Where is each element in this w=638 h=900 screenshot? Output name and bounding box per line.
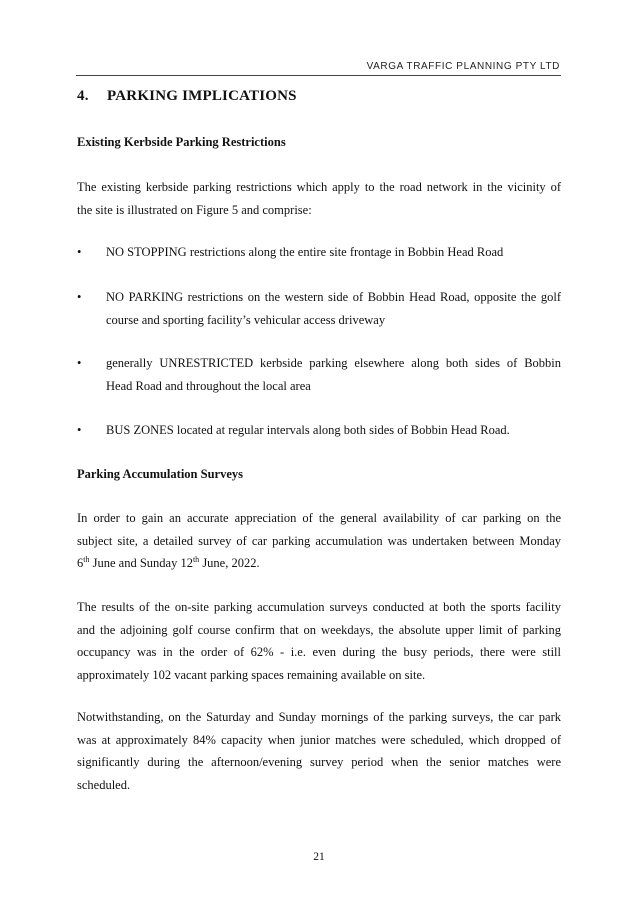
paragraph-line: In order to gain an accurate appreciation of the general availability of car parking on the xyxy=(77,511,561,525)
bullet-icon: • xyxy=(77,423,82,437)
paragraph-line: the site is illustrated on Figure 5 and comprise: xyxy=(77,202,312,217)
bullet-line: NO STOPPING restrictions along the entire site frontage in Bobbin Head Road xyxy=(106,245,504,259)
paragraph-line: The existing kerbside parking restrictions which apply to the road network in the vicinity of xyxy=(77,180,561,194)
section-title: PARKING IMPLICATIONS xyxy=(107,88,297,104)
bullet-icon: • xyxy=(77,356,82,370)
date-text: June, 2022. xyxy=(199,556,260,570)
bullet-line: course and sporting facility’s vehicular access driveway xyxy=(106,312,386,327)
surveys-paragraph-3 xyxy=(77,706,561,796)
paragraph-line: Notwithstanding, on the Saturday and Sunday mornings of the parking surveys, the car park xyxy=(77,710,561,724)
bullet-icon: • xyxy=(77,245,82,259)
paragraph-line: approximately 102 vacant parking spaces remaining available on site. xyxy=(77,667,426,682)
bullet-text xyxy=(106,286,561,331)
paragraph-line xyxy=(77,552,561,575)
kerbside-heading: Existing Kerbside Parking Restrictions xyxy=(77,135,286,149)
company-header: VARGA TRAFFIC PLANNING PTY LTD xyxy=(366,61,560,72)
header-rule xyxy=(76,75,561,76)
kerbside-intro-paragraph xyxy=(77,176,561,221)
surveys-paragraph-2 xyxy=(77,596,561,686)
bullet-line: NO PARKING restrictions on the western side of Bobbin Head Road, opposite the golf xyxy=(106,290,561,304)
paragraph-line: scheduled. xyxy=(77,777,131,792)
bullet-text xyxy=(106,241,561,264)
start-day: 6 xyxy=(77,556,84,570)
bullet-line: generally UNRESTRICTED kerbside parking elsewhere along both sides of Bobbin xyxy=(106,356,561,370)
ordinal-suffix: th xyxy=(83,554,90,564)
surveys-paragraph-1 xyxy=(77,507,561,575)
bullet-text xyxy=(106,352,561,397)
section-heading xyxy=(77,88,297,105)
paragraph-line: occupancy was in the order of 62% - i.e. even during the busy periods, there were still xyxy=(77,645,561,659)
section-number: 4. xyxy=(77,88,89,104)
page-number: 21 xyxy=(313,851,325,863)
paragraph-line: and the adjoining golf course confirm that on weekdays, the absolute upper limit of parking xyxy=(77,622,561,637)
ordinal-suffix: th xyxy=(192,554,200,564)
paragraph-line: was at approximately 84% capacity when junior matches were scheduled, which dropped of xyxy=(77,732,561,747)
paragraph-line: subject site, a detailed survey of car parking accumulation was undertaken between Monday xyxy=(77,533,561,548)
bullet-icon: • xyxy=(77,290,82,304)
bullet-line: BUS ZONES located at regular intervals along both sides of Bobbin Head Road. xyxy=(106,423,510,437)
bullet-text xyxy=(106,419,561,442)
bullet-line: Head Road and throughout the local area xyxy=(106,378,311,393)
paragraph-line: significantly during the afternoon/evening survey period when the senior matches were xyxy=(77,755,561,769)
surveys-heading: Parking Accumulation Surveys xyxy=(77,467,243,481)
paragraph-line: The results of the on-site parking accumulation surveys conducted at both the sports facility xyxy=(77,600,561,614)
date-text: June and Sunday 12 xyxy=(89,556,193,570)
